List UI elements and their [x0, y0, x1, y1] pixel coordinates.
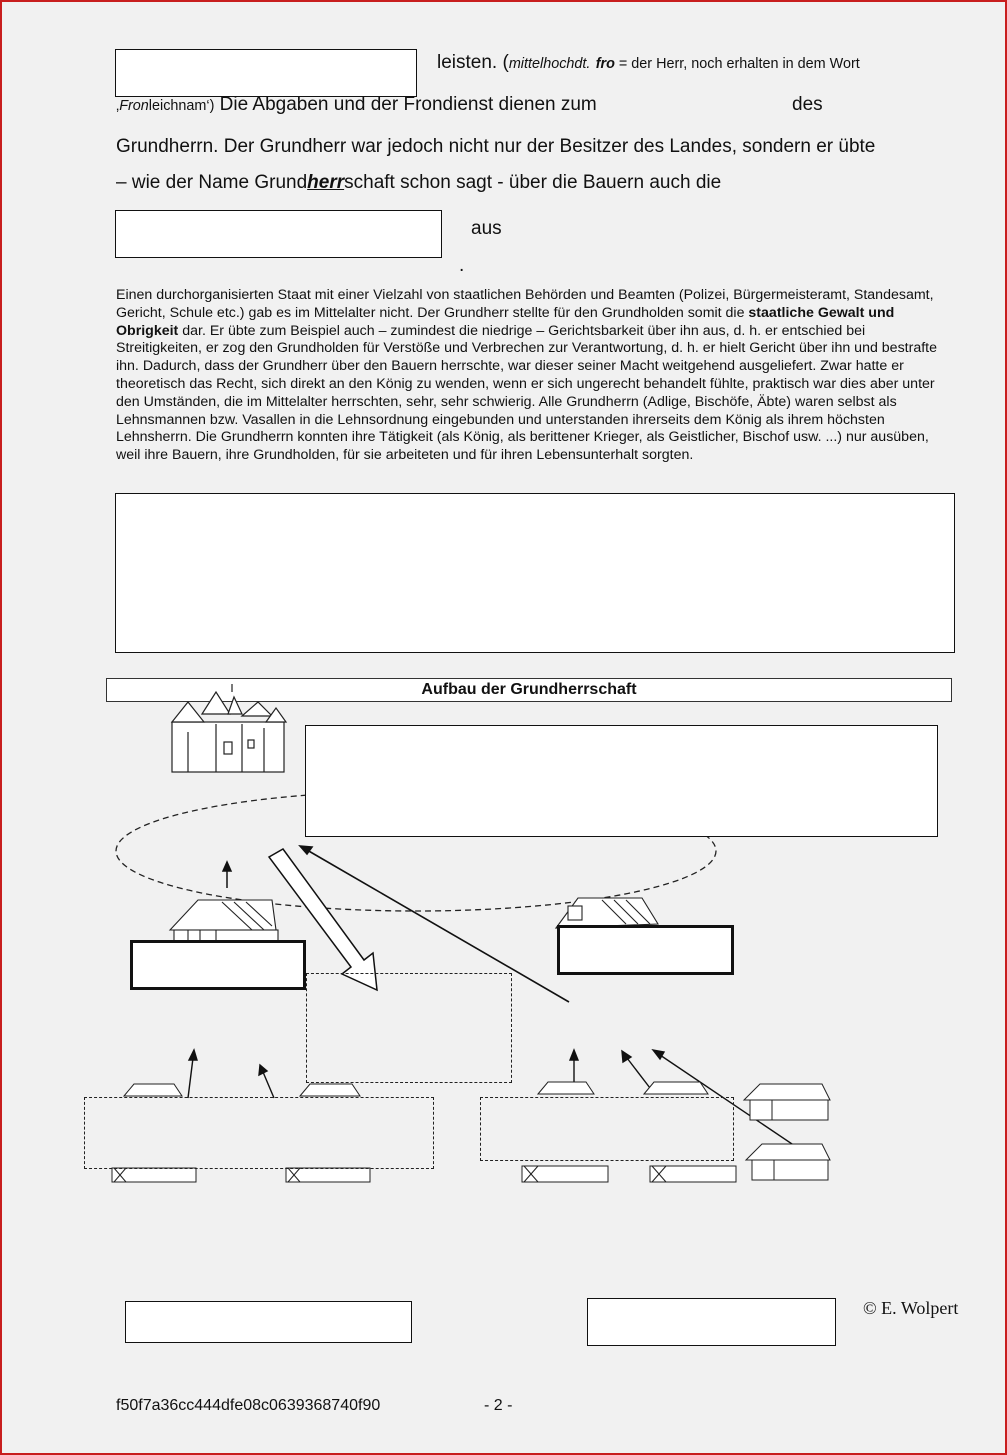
worksheet-page — [2, 2, 1005, 1453]
farmhouse-left-icon — [170, 900, 278, 942]
intro-line4-emph: herr — [307, 172, 345, 193]
quote-open: ‚ — [116, 98, 120, 114]
note-rest: = der Herr, noch erhalten in dem Wort — [614, 56, 860, 72]
intro-line5-end: aus — [471, 218, 502, 239]
arrow-up-2 — [188, 1050, 197, 1098]
intro-line-3: Grundherrn. Der Grundherr war jedoch nicht nur der Besitzer des Landes, sondern er übte — [116, 136, 876, 157]
document-code: f50f7a36cc444dfe08c0639368740f90 — [116, 1397, 381, 1414]
intro-line4-pre: – wie der Name Grund — [116, 172, 308, 193]
arrow-up-3 — [259, 1065, 274, 1098]
note-term: mittelhochdt. — [508, 56, 591, 72]
dashed-box-right[interactable] — [480, 1097, 734, 1161]
page-number: - 2 - — [484, 1397, 513, 1414]
dashed-box-center[interactable] — [306, 973, 512, 1083]
intro-line2-text: Die Abgaben und der Frondienst dienen zum — [219, 94, 597, 115]
fronhof-box-right[interactable] — [557, 925, 734, 975]
paren-open: ( — [502, 52, 509, 73]
intro-line5-dot: . — [459, 255, 465, 276]
grundherr-box[interactable] — [305, 725, 938, 837]
note-word: fro — [595, 56, 615, 72]
dashed-box-left[interactable] — [84, 1097, 434, 1169]
intro-line1-end: leisten. — [437, 52, 498, 73]
intro-line4-post: schaft schon sagt - über die Bauern auch die — [344, 172, 722, 193]
fron-rest: leichnam‘) — [148, 98, 215, 114]
answer-box-bottom-left[interactable] — [125, 1301, 412, 1343]
arrow-up-5 — [622, 1051, 650, 1088]
answer-box-bottom-right[interactable] — [587, 1298, 836, 1346]
intro-line2-end: des — [792, 94, 823, 115]
fronhof-box-left[interactable] — [130, 940, 306, 990]
paragraph-part-2: dar. Er übte zum Beispiel auch – zumindest die niedrige – Gerichtsbarkeit über ihn aus, d. h. er entschied bei Streitigkeiten, er zog den Grundholden für Verstöße und Verbrechen zur Verantwortung, d. h. er hielt Gericht über ihn und bestrafte ihn. Dadurch, dass der Grundherr über den Bauern herrschte, war dieser seiner Macht weitgehend ausgeliefert. Zwar hatte er theoretisch das Recht, sich direkt an den König zu wenden, wenn er sich ungerecht behandelt fühlte, praktisch war dies aber unter den Umständen, die im Mittelalter herrschten, sehr, sehr schwierig. Alle Grundherrn (Adlige, Bischöfe, Äbte) waren selbst als Lehnsmannen bzw. Vasallen in die Lehnsordnung eingebunden und unterstanden ihrerseits dem König als ihrem höchsten Lehnsherrn. Die Grundherrn konnten ihre Tätigkeit (als König, als berittener Krieger, als Geistlicher, Bischof usw. ...) nur ausüben, weil ihre Bauern, ihre Grundholden, für sie arbeiteten und für ihren Lebensunterhalt sorgten. — [116, 322, 937, 464]
castle-icon — [172, 684, 286, 772]
paragraph-bold: staatliche Gewalt und Obrigkeit — [116, 304, 895, 339]
arrow-up-1 — [223, 862, 231, 888]
farmhouse-right-icon — [556, 898, 658, 928]
paragraph-part-1: Einen durchorganisierten Staat mit einer Vielzahl von staatlichen Behörden und Beamten (Polizei, Bürgermeisteramt, Standesamt, Gericht, Schule etc.) gab es im Mittelalter nicht. Der Grundherr stellte für den Grundholden somit die — [116, 287, 934, 321]
fron-italic: Fron — [119, 98, 149, 114]
copyright: © E. Wolpert — [863, 1298, 959, 1318]
diagram-title: Aufbau der Grundherrschaft — [106, 678, 952, 702]
